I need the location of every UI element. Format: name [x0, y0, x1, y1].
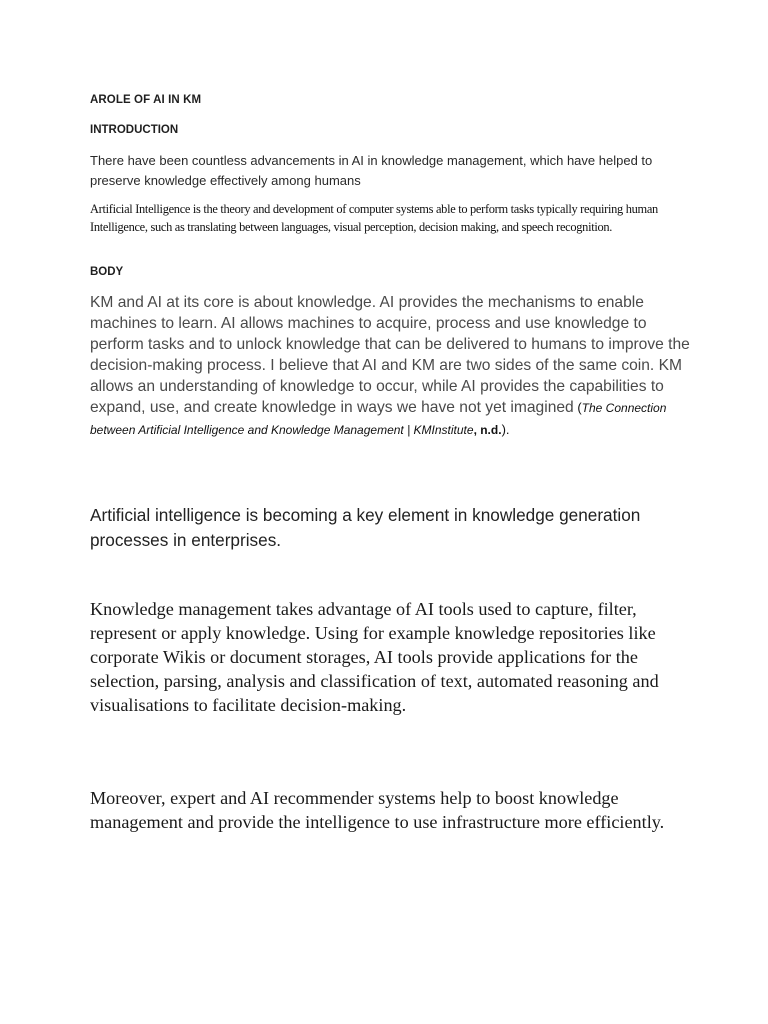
citation-close: ). — [501, 422, 510, 437]
body-paragraph-4: Moreover, expert and AI recommender systems help to boost knowledge management and provide the intelligence to use infrastructure more efficiently. — [90, 788, 665, 832]
introduction-paragraph-1: There have been countless advancements in AI in knowledge management, which have helped to preserve knowledge effectively among humans — [90, 153, 653, 188]
citation-source: The Connection between Artificial Intelligence and Knowledge Management | KMInstitute — [90, 401, 667, 437]
introduction-paragraph-2: Artificial Intelligence is the theory and development of computer systems able to perform tasks typically requiring human Intelligence, such as translating between languages, visual perception, decision making, and speech recognition. — [90, 202, 658, 234]
body-heading: BODY — [90, 266, 124, 278]
body-paragraph-3: Knowledge management takes advantage of AI tools used to capture, filter, represent or apply knowledge. Using for example knowledge repositories like corporate Wikis or document storages, AI tools provide applications for the selection, parsing, analysis and classification of text, automated reasoning and visualisations to facilitate decision-making. — [90, 599, 659, 715]
citation-open: ( — [573, 400, 582, 415]
citation-date: , n.d. — [473, 423, 502, 437]
document-title: AROLE OF AI IN KM — [90, 94, 202, 106]
introduction-heading: INTRODUCTION — [90, 124, 179, 136]
body-paragraph-2: Artificial intelligence is becoming a key element in knowledge generation processes in enterprises. — [90, 505, 641, 550]
body-paragraph-1 — [90, 292, 690, 441]
body-paragraph-1-text: KM and AI at its core is about knowledge. AI provides the mechanisms to enable machines to learn. AI allows machines to acquire, process and use knowledge to perform tasks and to unlock knowledge that can be delivered to humans to improve the decision-making process. I believe that AI and KM are two sides of the same coin. KM allows an understanding of knowledge to occur, while AI provides the capabilities to expand, use, and create knowledge in ways we have not yet imagined — [90, 294, 690, 416]
